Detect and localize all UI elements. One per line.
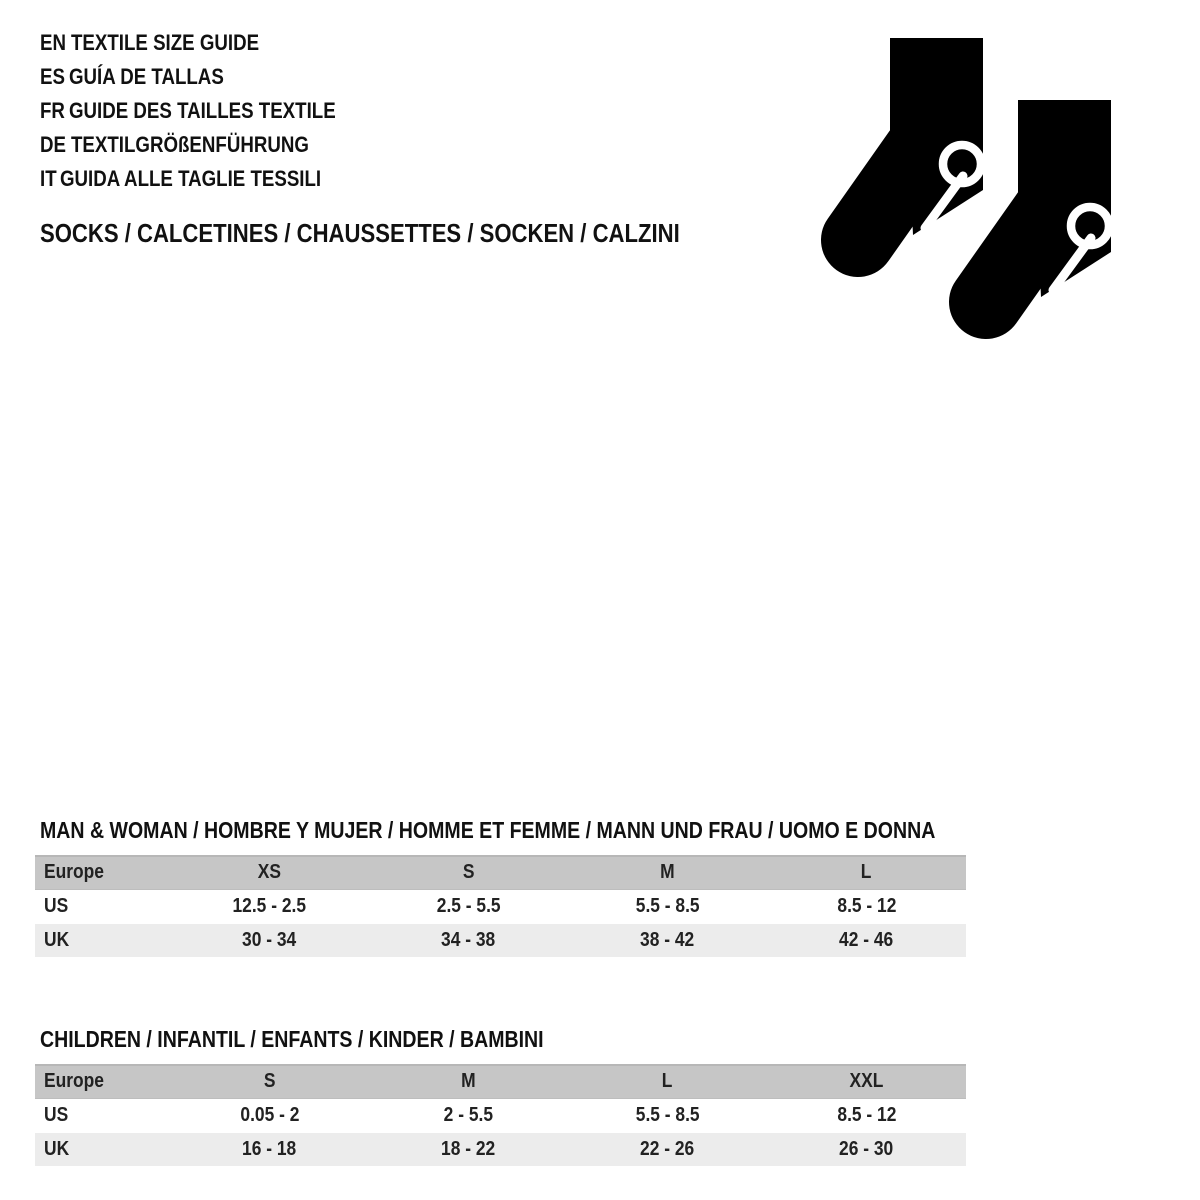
table-row-uk	[35, 924, 966, 957]
size-table-children	[35, 1064, 966, 1166]
language-row-fr	[40, 94, 383, 128]
size-value: 18 - 22	[441, 1138, 496, 1160]
language-row-es	[40, 60, 383, 94]
table-title-man-woman	[40, 817, 1093, 844]
size-value: 2.5 - 5.5	[436, 895, 501, 918]
column-header-size-m: M	[660, 861, 675, 884]
table-title-children-text: CHILDREN / INFANTIL / ENFANTS / KINDER / BAMBINI	[40, 1026, 544, 1052]
language-row-it	[40, 162, 383, 196]
guide-title-en: TEXTILE SIZE GUIDE	[70, 30, 259, 55]
table-title-children	[40, 1026, 632, 1053]
row-label-us: US	[44, 1104, 69, 1127]
size-value: 5.5 - 8.5	[635, 1104, 700, 1127]
table-row-us	[35, 1098, 966, 1133]
size-table-man-woman	[35, 855, 966, 957]
guide-title-fr: GUIDE DES TAILLES TEXTILE	[69, 98, 337, 123]
language-code-de: DE	[40, 132, 66, 157]
column-header-region: Europe	[44, 1070, 104, 1093]
category-heading	[40, 216, 793, 250]
size-value: 30 - 34	[242, 929, 297, 951]
column-header-size-l: L	[662, 1070, 673, 1093]
language-code-fr: FR	[40, 98, 65, 123]
size-value: 5.5 - 8.5	[635, 895, 700, 918]
column-header-region: Europe	[44, 861, 104, 884]
size-value: 0.05 - 2	[239, 1104, 299, 1127]
table-row-uk	[35, 1133, 966, 1166]
guide-title-it: GUIDA ALLE TAGLIE TESSILI	[59, 166, 321, 191]
size-value: 2 - 5.5	[443, 1104, 494, 1127]
language-list	[40, 26, 383, 196]
language-code-it: IT	[40, 166, 57, 191]
size-value: 12.5 - 2.5	[232, 895, 307, 918]
socks-icon	[813, 30, 1113, 345]
size-value: 8.5 - 12	[836, 895, 896, 918]
guide-title-de: TEXTILGRÖßENFÜHRUNG	[70, 132, 309, 157]
row-label-us: US	[44, 895, 69, 918]
table-row-us	[35, 889, 966, 924]
size-value: 42 - 46	[839, 929, 894, 951]
column-header-size-xxl: XXL	[849, 1070, 884, 1093]
row-label-uk: UK	[44, 1138, 70, 1160]
language-row-de	[40, 128, 383, 162]
size-value: 26 - 30	[839, 1138, 894, 1160]
guide-title-es: GUÍA DE TALLAS	[69, 64, 225, 89]
table-title-man-woman-text: MAN & WOMAN / HOMBRE Y MUJER / HOMME ET FEMME / MANN UND FRAU / UOMO E DONNA	[40, 817, 936, 843]
category-heading-text: SOCKS / CALCETINES / CHAUSSETTES / SOCKEN / CALZINI	[40, 218, 680, 248]
row-label-uk: UK	[44, 929, 70, 951]
column-header-size-m: M	[461, 1070, 476, 1093]
column-header-size-xs: XS	[257, 861, 282, 884]
column-header-size-s: S	[263, 1070, 276, 1093]
size-value: 22 - 26	[640, 1138, 695, 1160]
size-value: 8.5 - 12	[836, 1104, 896, 1127]
table-header-row	[35, 1065, 966, 1098]
size-value: 34 - 38	[441, 929, 496, 951]
language-code-es: ES	[40, 64, 65, 89]
size-value: 38 - 42	[640, 929, 695, 951]
language-code-en: EN	[40, 30, 66, 55]
table-header-row	[35, 856, 966, 889]
column-header-size-s: S	[462, 861, 475, 884]
language-row-en	[40, 26, 383, 60]
size-value: 16 - 18	[242, 1138, 297, 1160]
column-header-size-l: L	[861, 861, 872, 884]
